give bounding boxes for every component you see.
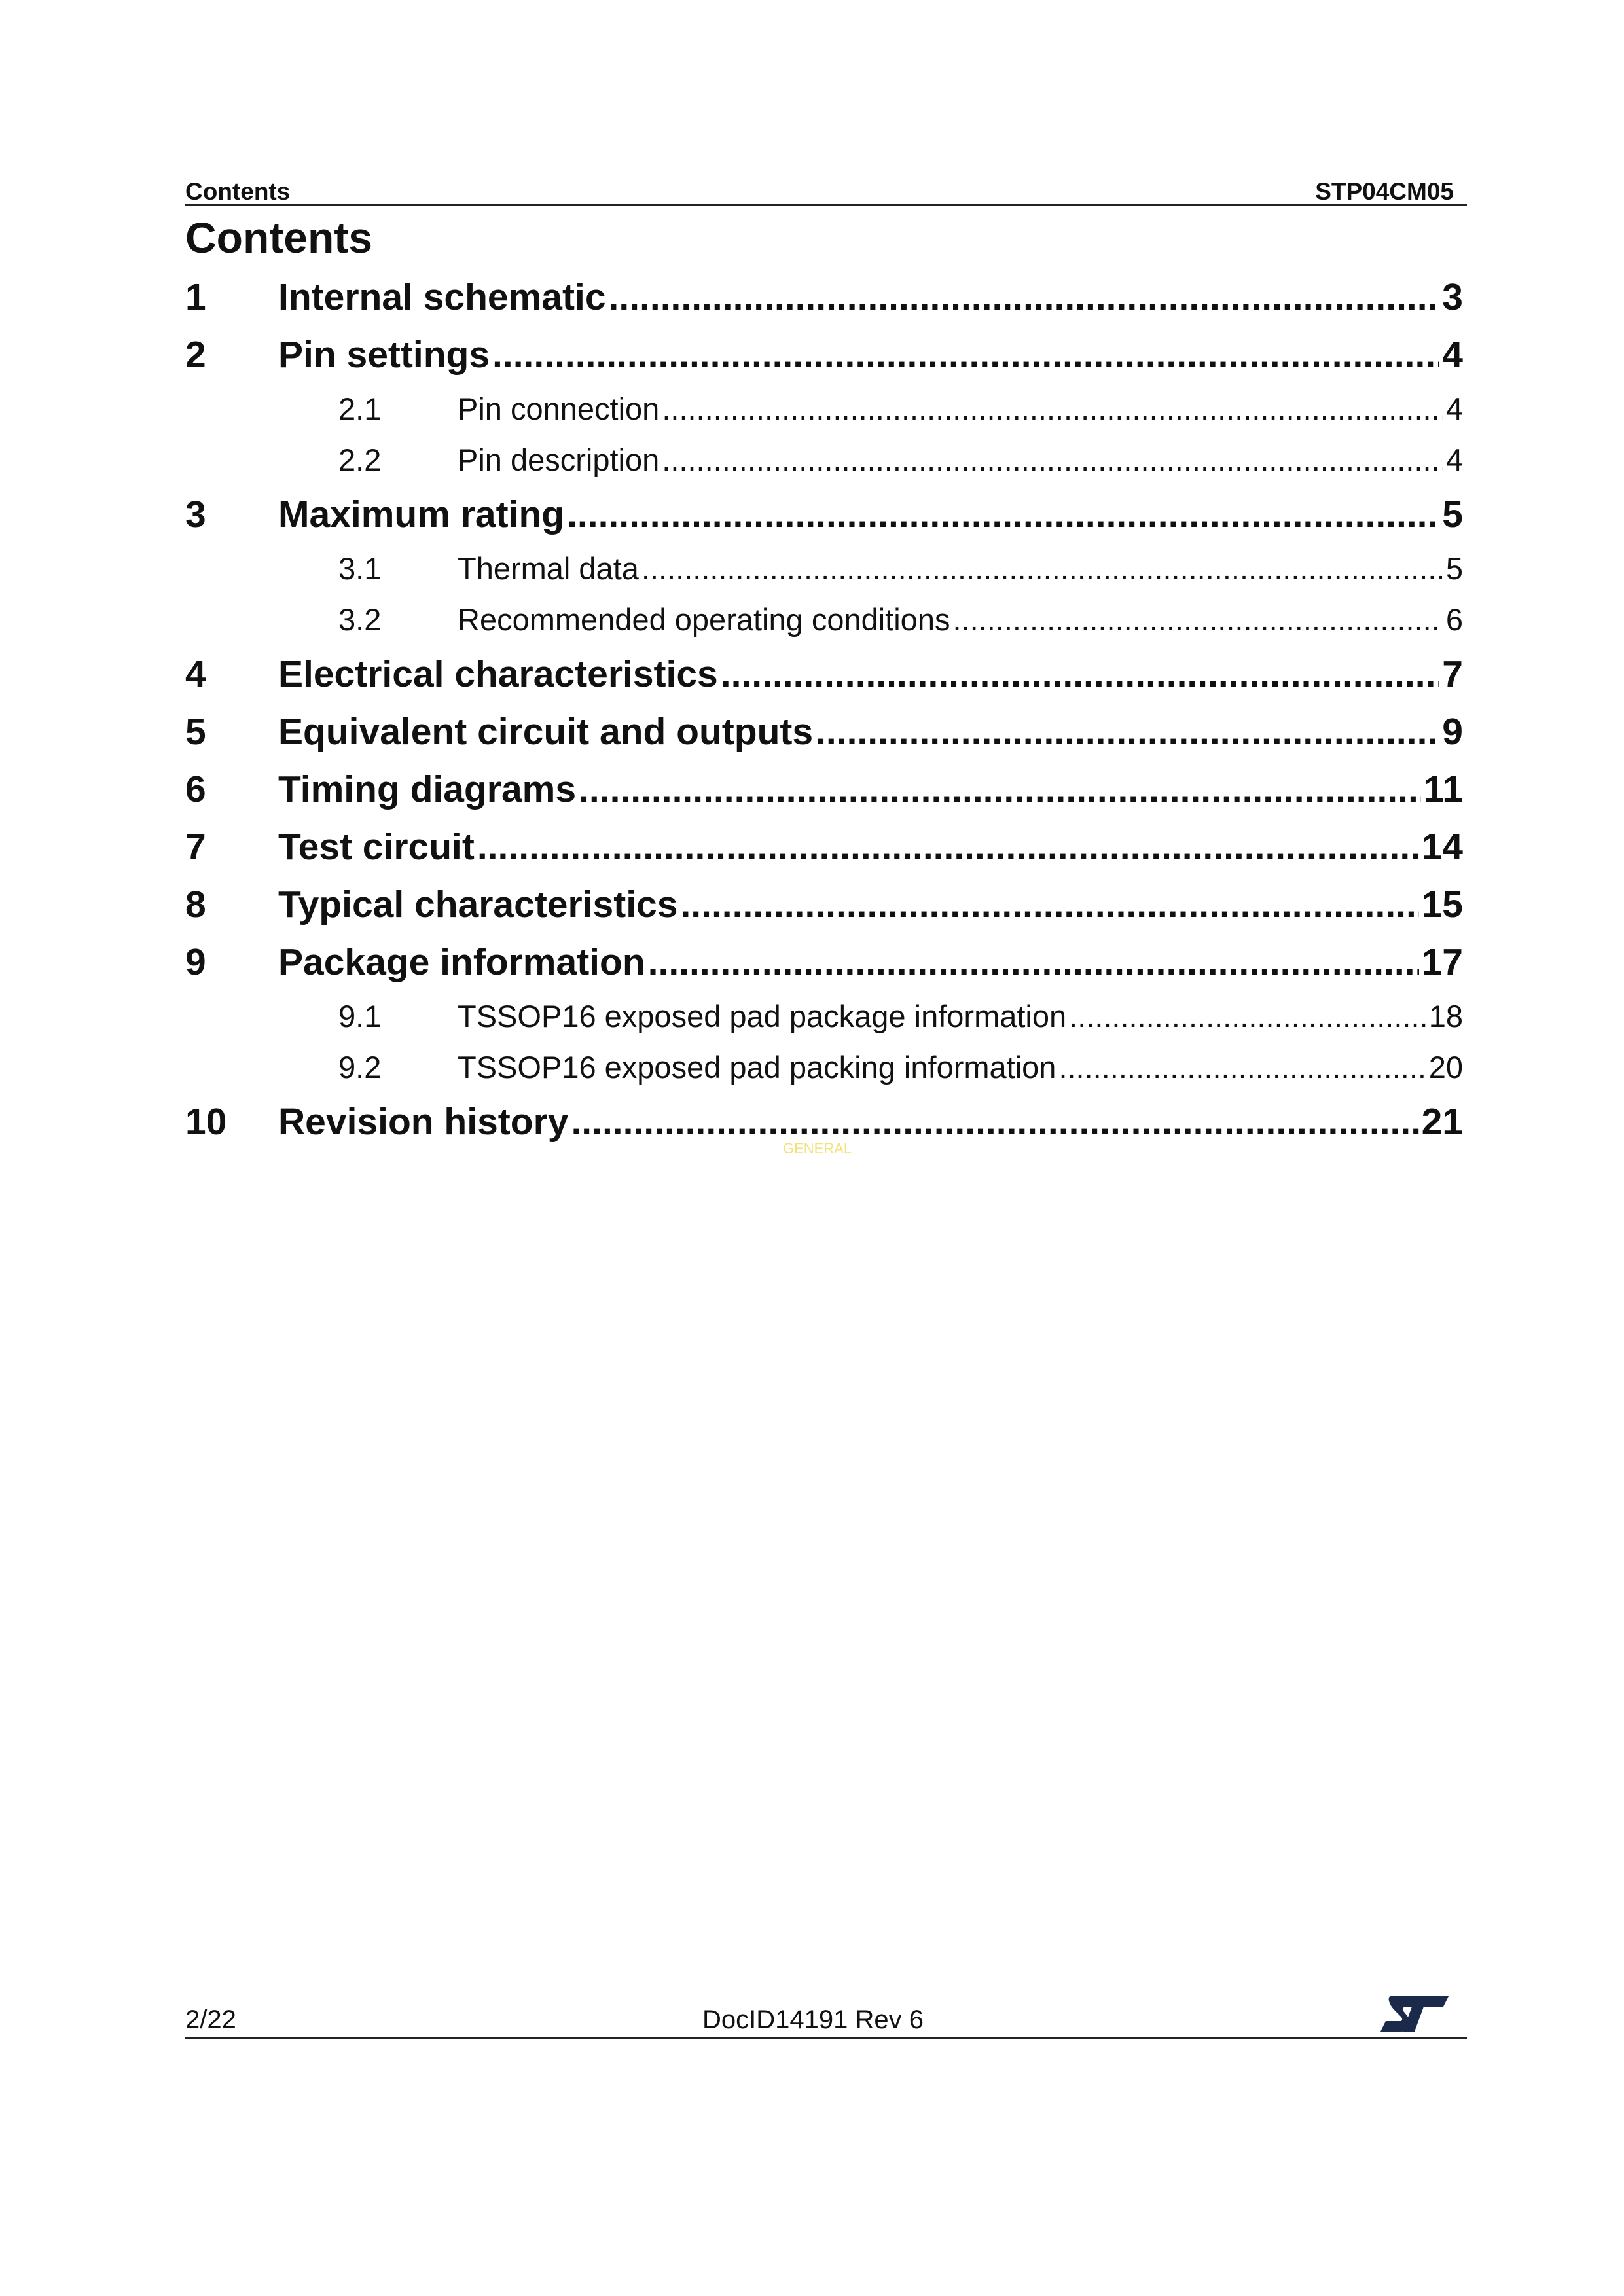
table-of-contents [185,268,1463,1151]
toc-entry-title: Pin connection [458,391,660,426]
toc-entry-number: 2.2 [338,442,382,477]
toc-entry-number: 2.1 [338,391,382,426]
toc-entry[interactable] [185,876,1463,933]
toc-entry[interactable] [185,818,1463,876]
toc-entry-number: 4 [185,653,206,695]
toc-entry-title: Pin description [458,442,660,477]
toc-entry-page: 14 [1421,826,1463,868]
toc-entry-number: 5 [185,711,206,753]
document-id: DocID14191 Rev 6 [702,2005,924,2034]
toc-entry-page: 3 [1442,276,1463,318]
page-title: Contents [185,213,372,262]
toc-entry[interactable] [185,933,1463,991]
toc-leader-dots [609,268,1440,326]
toc-leader-dots [952,594,1443,645]
toc-entry-page: 9 [1442,711,1463,753]
toc-entry-page: 21 [1421,1101,1463,1143]
toc-entry-number: 6 [185,768,206,810]
stamp-text: GENERAL [783,1140,852,1157]
toc-entry-title: Typical characteristics [278,884,678,925]
toc-leader-dots [579,761,1421,818]
toc-entry-number: 9.1 [338,999,382,1033]
toc-entry-page: 5 [1442,493,1463,535]
toc-entry[interactable] [185,435,1463,486]
toc-entry-number: 3.1 [338,551,382,586]
toc-entry[interactable] [185,1042,1463,1093]
toc-entry-page: 6 [1445,602,1463,637]
toc-entry[interactable] [185,486,1463,543]
header-product: STP04CM05 [1315,178,1454,205]
toc-entry-title: Timing diagrams [278,768,577,810]
toc-entry-title: Pin settings [278,334,490,376]
toc-entry-number: 3.2 [338,602,382,637]
toc-entry-number: 2 [185,334,206,376]
toc-entry-page: 4 [1445,442,1463,477]
toc-entry-title: Electrical characteristics [278,653,718,695]
toc-entry-title: Test circuit [278,826,475,868]
toc-leader-dots [648,933,1419,991]
toc-entry[interactable] [185,761,1463,818]
toc-leader-dots [1058,1042,1426,1093]
toc-entry[interactable] [185,594,1463,645]
toc-leader-dots [477,818,1419,876]
toc-entry-page: 4 [1445,391,1463,426]
toc-entry-page: 5 [1445,551,1463,586]
toc-entry-title: Package information [278,941,645,983]
toc-entry[interactable] [185,543,1463,594]
toc-entry[interactable] [185,703,1463,761]
toc-entry-title: Maximum rating [278,493,565,535]
toc-entry-number: 9.2 [338,1050,382,1085]
toc-entry-title: Recommended operating conditions [458,602,950,637]
toc-entry-title: Equivalent circuit and outputs [278,711,814,753]
toc-entry[interactable] [185,645,1463,703]
toc-entry[interactable] [185,326,1463,384]
toc-entry-number: 1 [185,276,206,318]
toc-entry-number: 9 [185,941,206,983]
st-logo-icon [1378,1994,1451,2034]
toc-entry-page: 4 [1442,334,1463,376]
toc-entry-title: Thermal data [458,551,639,586]
toc-entry-page: 17 [1421,941,1463,983]
toc-entry-number: 10 [185,1101,227,1143]
toc-leader-dots [571,1093,1418,1151]
toc-entry-page: 18 [1428,999,1463,1033]
toc-leader-dots [662,435,1443,486]
toc-entry-page: 7 [1442,653,1463,695]
toc-entry-title: TSSOP16 exposed pad package information [458,999,1067,1033]
toc-entry[interactable] [185,384,1463,435]
toc-entry-title: Revision history [278,1101,569,1143]
header-section: Contents [185,178,291,205]
toc-entry-title: TSSOP16 exposed pad packing information [458,1050,1056,1085]
toc-entry-page: 11 [1423,768,1463,810]
page-footer [185,1994,1467,2039]
toc-leader-dots [1069,991,1426,1042]
toc-leader-dots [567,486,1439,543]
toc-entry[interactable] [185,268,1463,326]
toc-entry-page: 20 [1428,1050,1463,1085]
toc-leader-dots [641,543,1443,594]
toc-leader-dots [680,876,1418,933]
toc-entry[interactable] [185,991,1463,1042]
toc-entry-number: 3 [185,493,206,535]
toc-leader-dots [816,703,1439,761]
toc-leader-dots [721,645,1440,703]
page-number: 2/22 [185,2005,236,2034]
toc-entry-number: 7 [185,826,206,868]
toc-leader-dots [492,326,1439,384]
toc-entry-title: Internal schematic [278,276,606,318]
toc-entry-page: 15 [1421,884,1463,925]
toc-leader-dots [662,384,1443,435]
page-header [185,171,1467,206]
toc-entry-number: 8 [185,884,206,925]
